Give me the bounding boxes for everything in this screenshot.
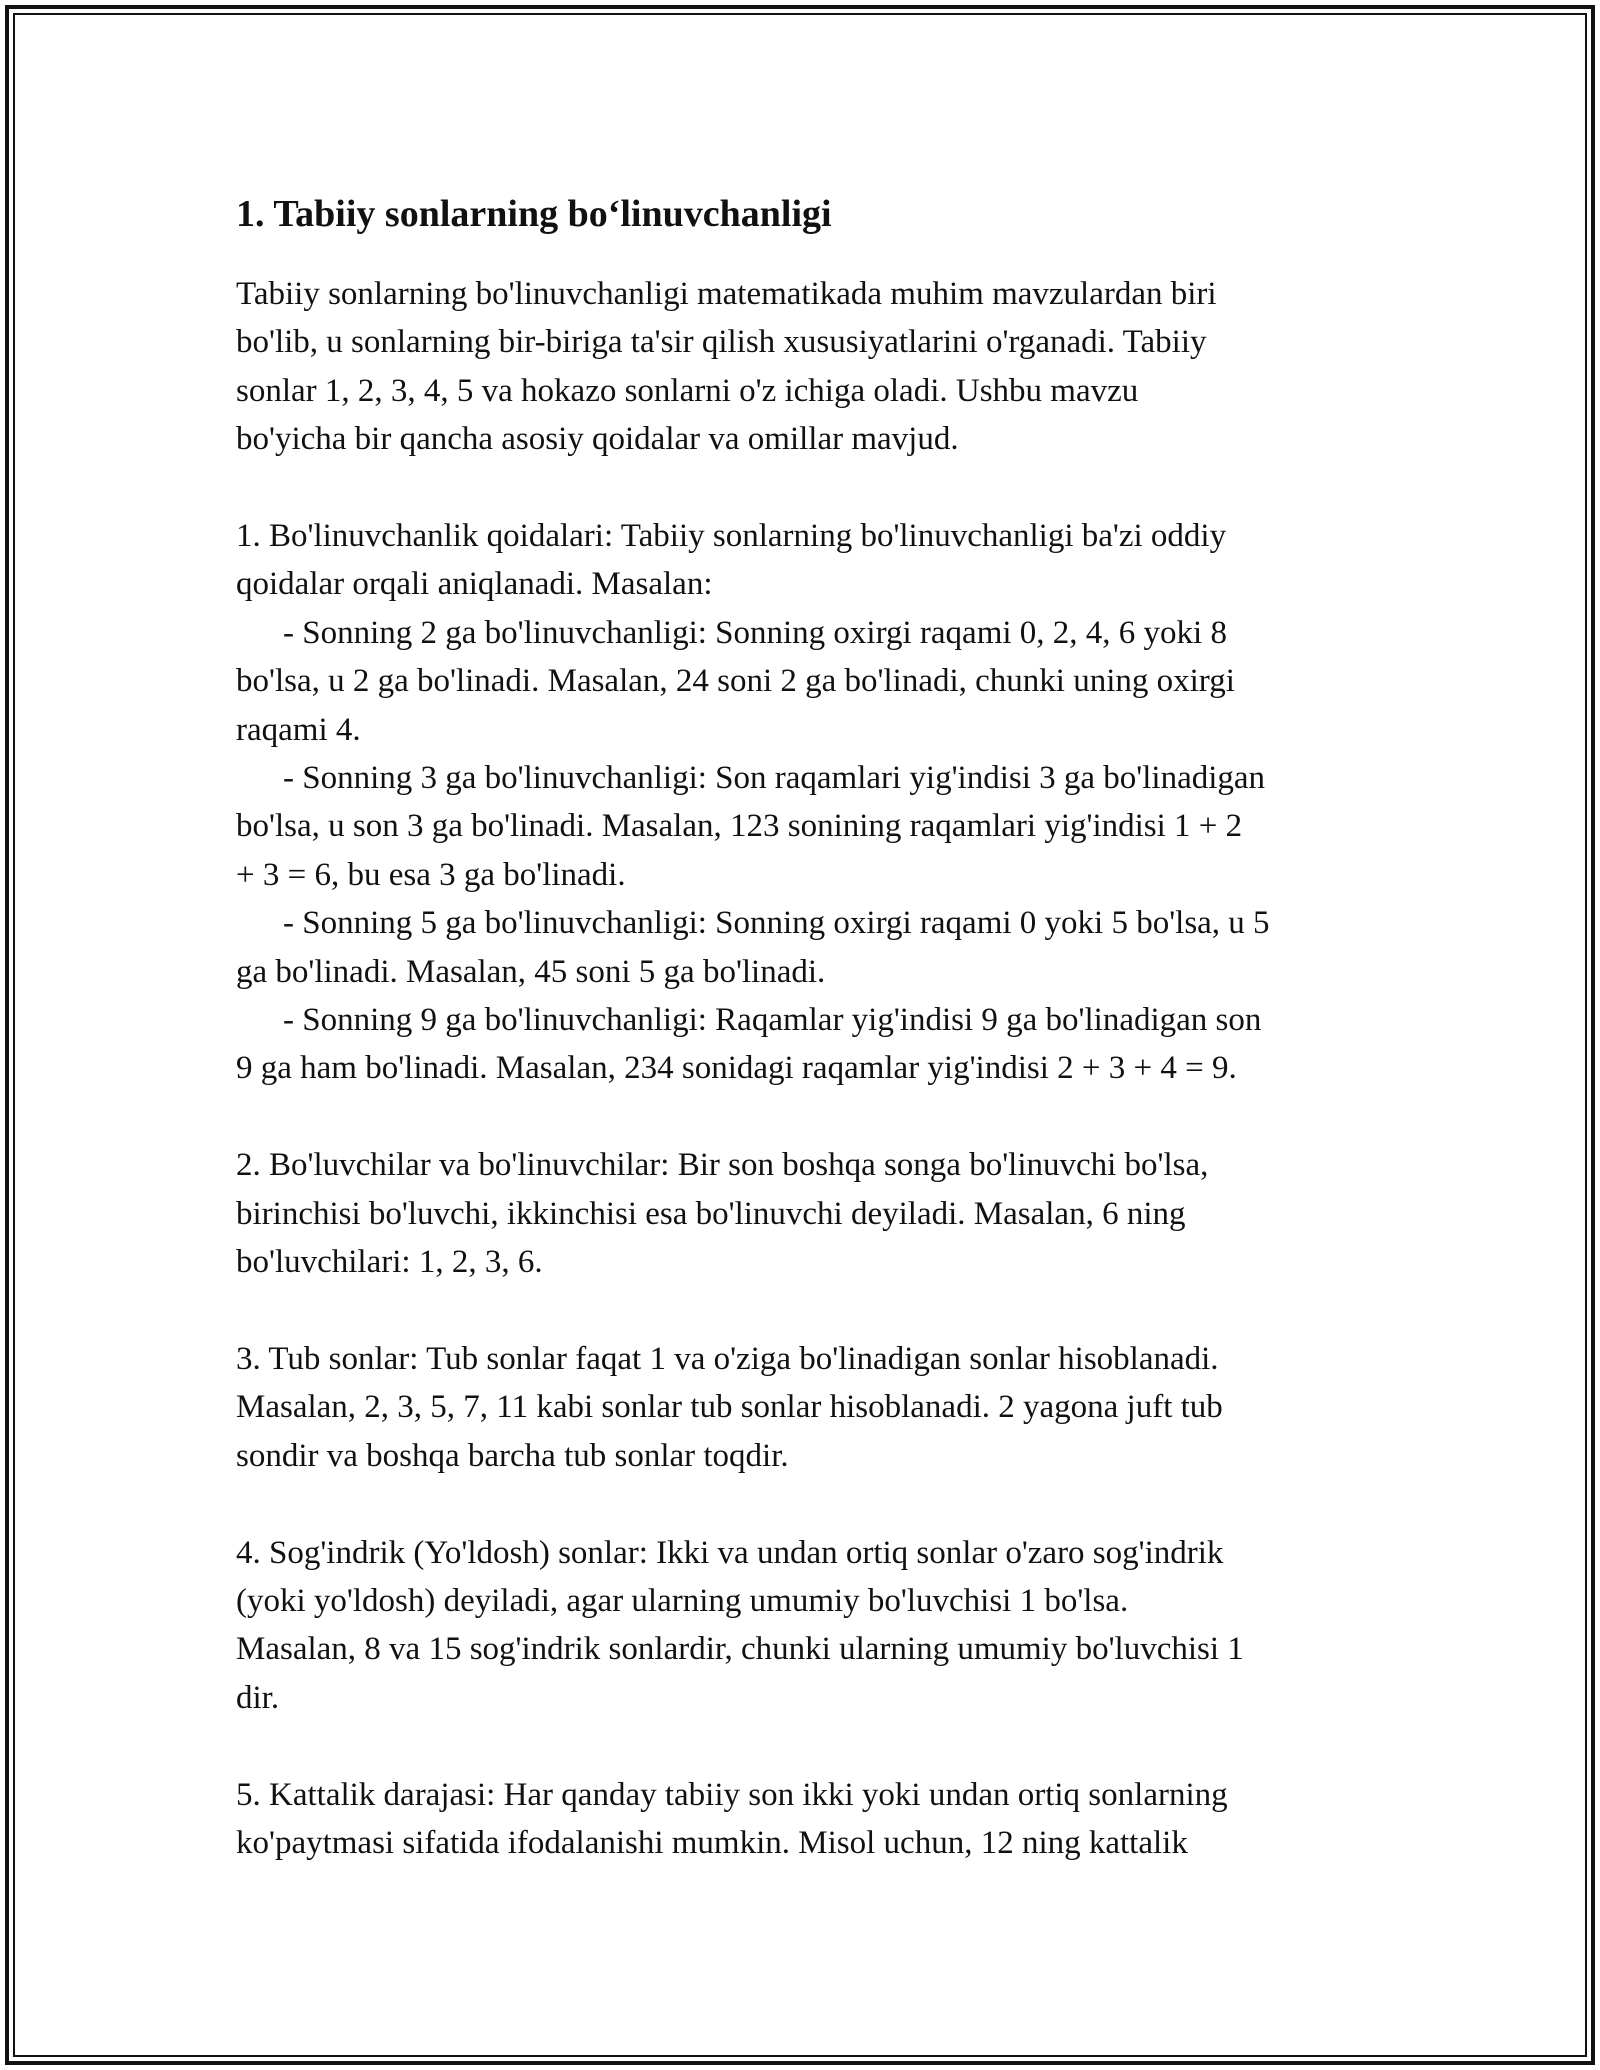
rule-line: - Sonning 5 ga bo'linuvchanligi: Sonning oxirgi raqami 0 yoki 5 bo'lsa, u 5 bbox=[283, 905, 1270, 942]
rule-line: 9 ga ham bo'linadi. Masalan, 234 sonidagi raqamlar yig'indisi 2 + 3 + 4 = 9. bbox=[236, 1050, 1237, 1087]
rule-line: - Sonning 9 ga bo'linuvchanligi: Raqamlar yig'indisi 9 ga bo'linadigan son bbox=[283, 1002, 1262, 1039]
section-prime-numbers bbox=[236, 1335, 1366, 1480]
section-line: ko'paytmasi sifatida ifodalanishi mumkin. Misol uchun, 12 ning kattalik bbox=[236, 1824, 1188, 1861]
intro-line: sonlar 1, 2, 3, 4, 5 va hokazo sonlarni o'z ichiga oladi. Ushbu mavzu bbox=[236, 372, 1139, 409]
document-title: 1. Tabiiy sonlarning bo‘linuvchanligi bbox=[236, 193, 832, 235]
section-line: 5. Kattalik darajasi: Har qanday tabiiy son ikki yoki undan ortiq sonlarning bbox=[236, 1776, 1228, 1813]
rule-line: - Sonning 2 ga bo'linuvchanligi: Sonning oxirgi raqami 0, 2, 4, 6 yoki 8 bbox=[283, 614, 1227, 651]
section-line: birinchisi bo'luvchi, ikkinchisi esa bo'linuvchi deyiladi. Masalan, 6 ning bbox=[236, 1195, 1186, 1232]
intro-line: bo'lib, u sonlarning bir-biriga ta'sir qilish xususiyatlarini o'rganadi. Tabiiy bbox=[236, 324, 1207, 361]
rule-line: ga bo'linadi. Masalan, 45 soni 5 ga bo'linadi. bbox=[236, 953, 826, 990]
intro-line: Tabiiy sonlarning bo'linuvchanligi matematikada muhim mavzulardan biri bbox=[236, 276, 1217, 312]
section-line: (yoki yo'ldosh) deyiladi, agar ularning umumiy bo'luvchisi 1 bo'lsa. bbox=[236, 1582, 1129, 1619]
section-line: Masalan, 8 va 15 sog'indrik sonlardir, chunki ularning umumiy bo'luvchisi 1 bbox=[236, 1631, 1244, 1668]
section-line: 1. Bo'linuvchanlik qoidalari: Tabiiy sonlarning bo'linuvchanligi ba'zi oddiy bbox=[236, 518, 1227, 555]
section-line: sondir va boshqa barcha tub sonlar toqdir. bbox=[236, 1437, 789, 1474]
section-line: 3. Tub sonlar: Tub sonlar faqat 1 va o'ziga bo'linadigan sonlar hisoblanadi. bbox=[236, 1340, 1219, 1377]
section-divisors bbox=[236, 1141, 1366, 1286]
rule-line: bo'lsa, u 2 ga bo'linadi. Masalan, 24 soni 2 ga bo'linadi, chunki uning oxirgi bbox=[236, 663, 1235, 700]
section-line: 2. Bo'luvchilar va bo'linuvchilar: Bir son boshqa songa bo'linuvchi bo'lsa, bbox=[236, 1147, 1209, 1184]
rule-line: raqami 4. bbox=[236, 711, 361, 748]
intro-line: bo'yicha bir qancha asosiy qoidalar va omillar mavjud. bbox=[236, 421, 959, 458]
section-line: bo'luvchilari: 1, 2, 3, 6. bbox=[236, 1244, 543, 1281]
document-body bbox=[236, 188, 1366, 1916]
section-divisibility-rules bbox=[236, 512, 1366, 1093]
section-magnitude bbox=[236, 1771, 1366, 1868]
section-coprime-numbers bbox=[236, 1529, 1366, 1723]
section-line: qoidalar orqali aniqlanadi. Masalan: bbox=[236, 566, 713, 603]
rule-line: bo'lsa, u son 3 ga bo'linadi. Masalan, 123 sonining raqamlari yig'indisi 1 + 2 bbox=[236, 808, 1243, 845]
rule-line: + 3 = 6, bu esa 3 ga bo'linadi. bbox=[236, 856, 626, 893]
section-line: 4. Sog'indrik (Yo'ldosh) sonlar: Ikki va undan ortiq sonlar o'zaro sog'indrik bbox=[236, 1534, 1224, 1571]
intro-paragraph bbox=[236, 270, 1366, 464]
section-line: dir. bbox=[236, 1679, 280, 1716]
section-line: Masalan, 2, 3, 5, 7, 11 kabi sonlar tub sonlar hisoblanadi. 2 yagona juft tub bbox=[236, 1389, 1223, 1426]
rule-line: - Sonning 3 ga bo'linuvchanligi: Son raqamlari yig'indisi 3 ga bo'linadigan bbox=[283, 760, 1266, 797]
